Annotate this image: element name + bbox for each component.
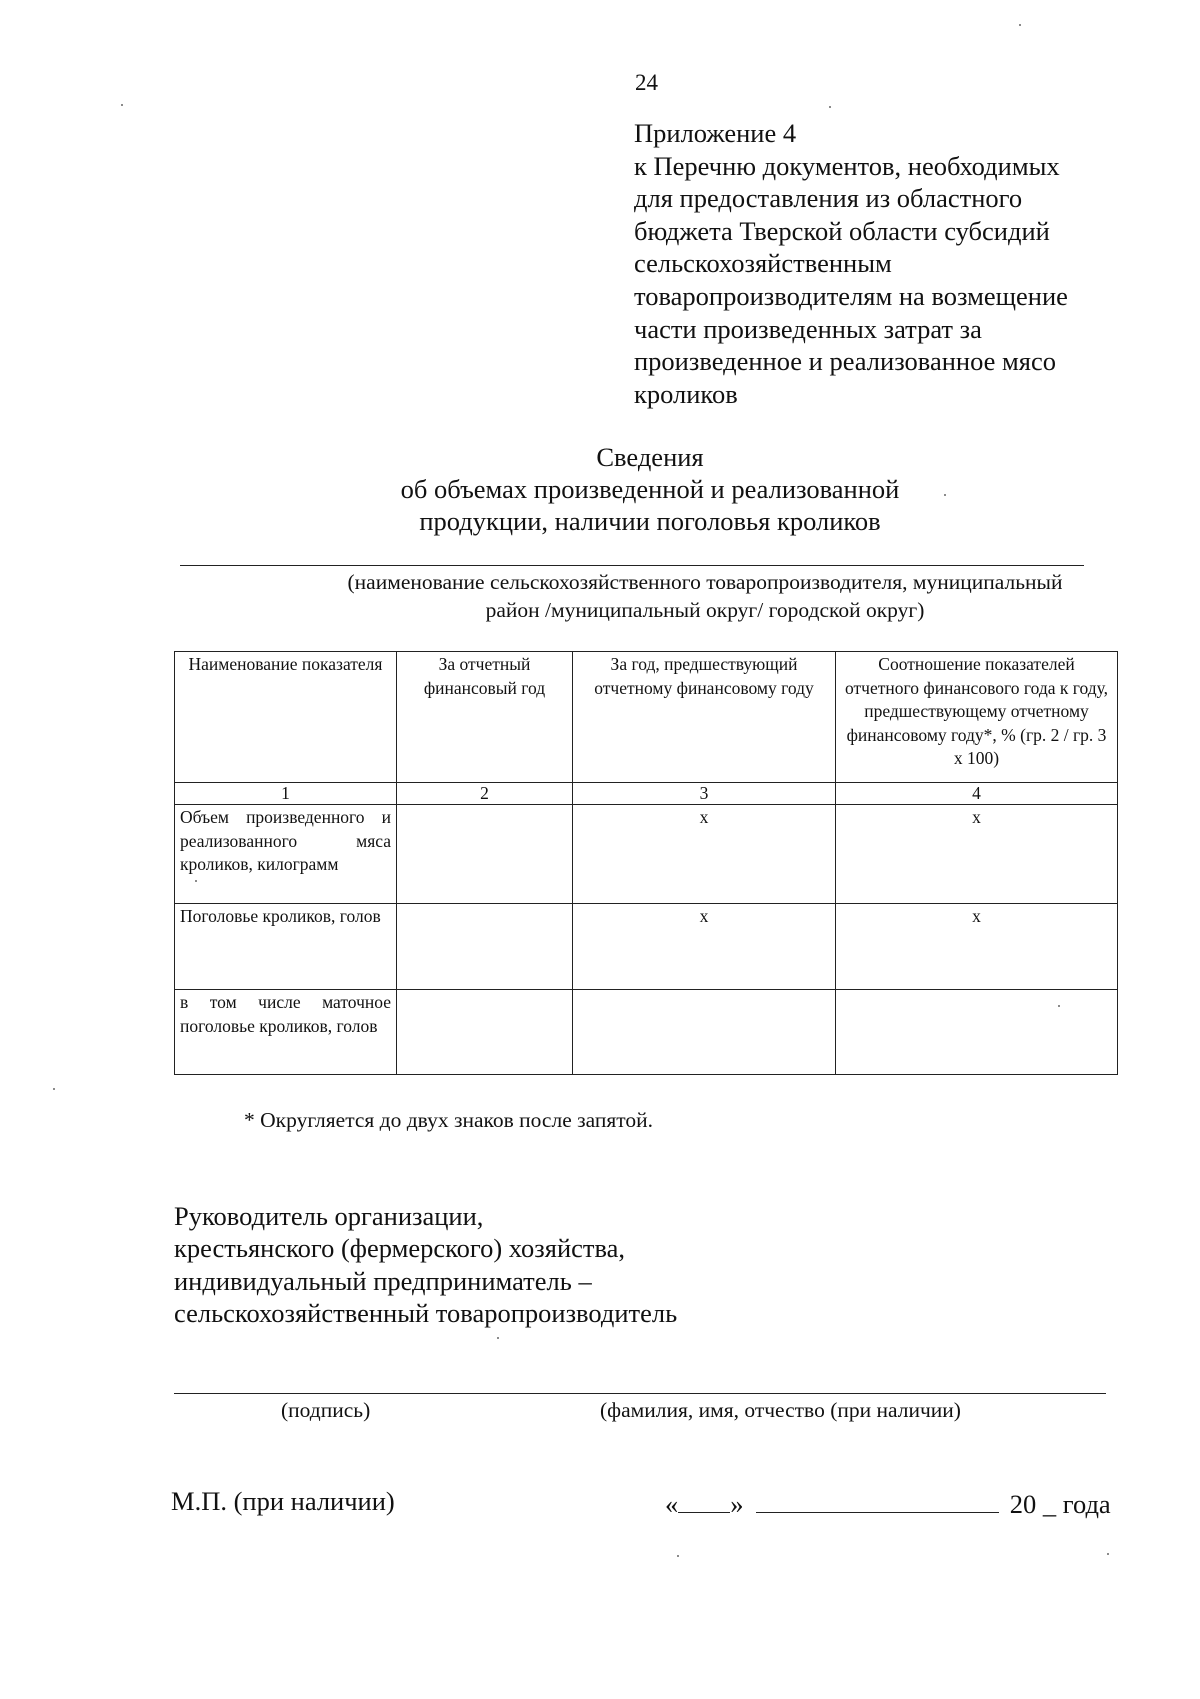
scan-speck	[497, 1337, 499, 1339]
appendix-header	[634, 117, 1114, 410]
appendix-line: товаропроизводителям на возмещение	[634, 280, 1068, 311]
title-line: об объемах произведенной и реализованной	[400, 474, 900, 504]
day-blank	[678, 1486, 730, 1513]
scan-speck	[1107, 1553, 1109, 1555]
signer-line: Руководитель организации,	[174, 1201, 484, 1231]
producer-name-line	[180, 565, 1084, 566]
date-close-quote: »	[730, 1489, 744, 1519]
header-cell: Соотношение показателей отчетного финансового года к году, предшествующему отчетному финансовому году*, % (гр. 2 / гр. 3 х 100)	[836, 652, 1118, 783]
signature-line	[174, 1393, 1106, 1394]
table-cell: х	[836, 904, 1118, 990]
scan-speck	[829, 106, 831, 108]
row-label: Поголовье кроликов, голов	[175, 904, 397, 990]
scan-speck	[121, 104, 123, 106]
scan-speck	[1019, 24, 1021, 26]
row-label: в том числе маточное поголовье кроликов, голов	[175, 990, 397, 1075]
header-cell: Наименование показателя	[175, 652, 397, 783]
table-cell	[397, 990, 573, 1075]
producer-caption-line: район /муниципальный округ/ городской округ)	[485, 598, 925, 622]
signature-caption: (подпись)	[281, 1398, 371, 1422]
date-line	[665, 1486, 1111, 1520]
appendix-line: Приложение 4	[634, 118, 797, 148]
table-cell	[397, 805, 573, 904]
column-number: 2	[397, 783, 573, 805]
scan-speck	[677, 1555, 679, 1557]
document-title	[250, 441, 1050, 537]
scan-speck	[1058, 1005, 1060, 1007]
table-cell: х	[573, 904, 836, 990]
appendix-line: части произведенных затрат за	[634, 313, 982, 344]
column-number-row	[175, 783, 1118, 805]
column-number: 4	[836, 783, 1118, 805]
title-line: продукции, наличии поголовья кроликов	[419, 506, 881, 536]
name-caption: (фамилия, имя, отчество (при наличии)	[600, 1398, 961, 1422]
table-cell: х	[836, 805, 1118, 904]
appendix-line: к Перечню документов, необходимых	[634, 150, 1060, 181]
footnote: * Округляется до двух знаков после запятой.	[244, 1108, 654, 1132]
page-number: 24	[635, 70, 658, 95]
table-row	[175, 990, 1118, 1075]
table-row	[175, 805, 1118, 904]
row-label: Объем произведенного и реализованного мяса кроликов, килограмм	[175, 805, 397, 904]
table-cell	[836, 990, 1118, 1075]
signer-line: сельскохозяйственный товаропроизводитель	[174, 1297, 678, 1328]
producer-caption-line: (наименование сельскохозяйственного товаропроизводителя, муниципальный	[347, 570, 1063, 594]
stamp-label: М.П. (при наличии)	[171, 1486, 395, 1516]
appendix-line: сельскохозяйственным	[634, 248, 892, 279]
scan-speck	[944, 494, 946, 496]
table-cell	[397, 904, 573, 990]
table-header-row	[175, 652, 1118, 783]
table-cell: х	[573, 805, 836, 904]
appendix-line: бюджета Тверской области субсидий	[634, 215, 1050, 246]
table-row	[175, 904, 1118, 990]
table-cell	[573, 990, 836, 1075]
header-cell: За отчетный финансовый год	[397, 652, 573, 783]
signer-line: индивидуальный предприниматель –	[174, 1265, 592, 1296]
signer-block	[174, 1200, 677, 1329]
appendix-line: кроликов	[634, 378, 738, 409]
month-blank	[756, 1486, 999, 1513]
column-number: 1	[175, 783, 397, 805]
date-open-quote: «	[665, 1489, 679, 1519]
producer-caption	[230, 568, 1180, 624]
scan-speck	[195, 880, 197, 882]
title-line: Сведения	[596, 442, 704, 472]
year-label: 20 _ года	[1009, 1489, 1111, 1519]
appendix-line: для предоставления из областного	[634, 183, 1023, 214]
appendix-line: произведенное и реализованное мясо	[634, 346, 1056, 377]
signer-line: крестьянского (фермерского) хозяйства,	[174, 1233, 626, 1264]
header-cell: За год, предшествующий отчетному финансовому году	[573, 652, 836, 783]
scan-speck	[53, 1088, 55, 1090]
column-number: 3	[573, 783, 836, 805]
indicators-table	[174, 651, 1118, 1075]
